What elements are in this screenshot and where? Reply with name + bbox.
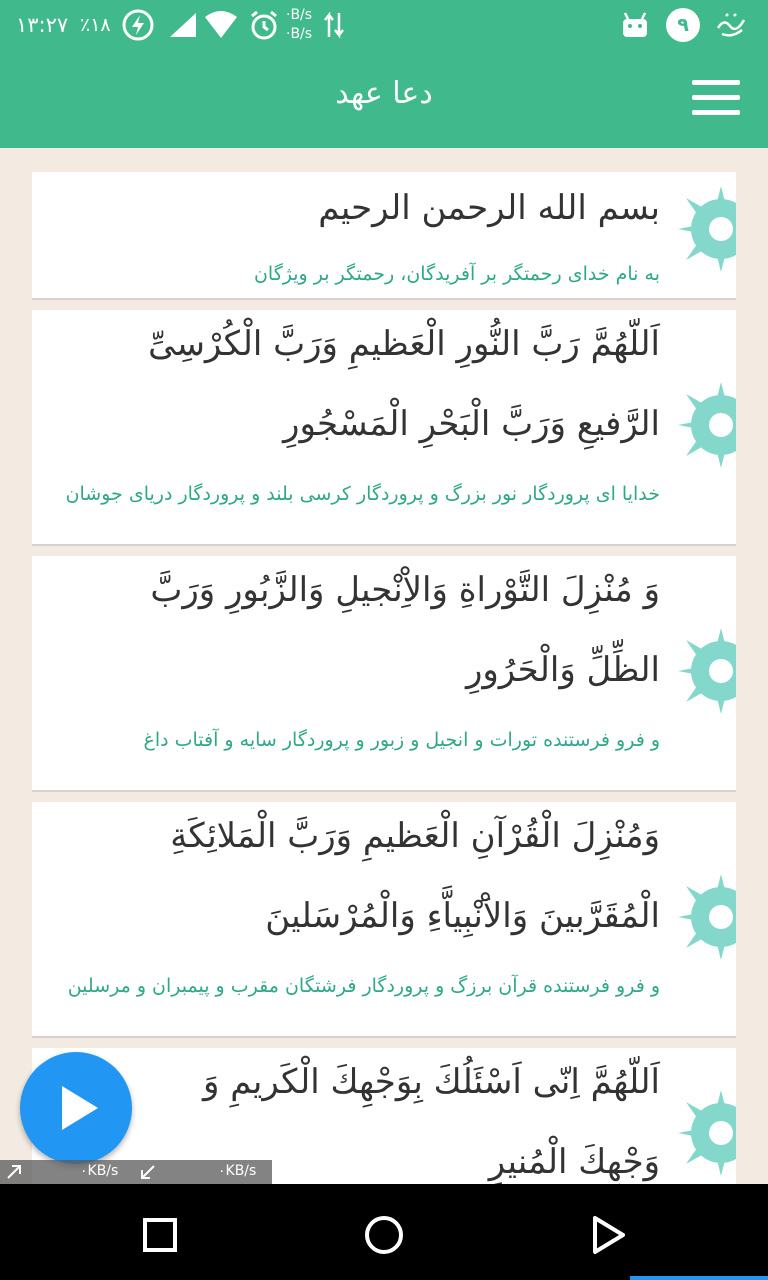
network-speed <box>286 6 312 44</box>
notification-count: ۹ <box>666 8 700 42</box>
arabic-line: وَ مُنْزِلَ التَّوْراةِ وَالاِْنْجیلِ وَالزَّبُورِ وَرَبَّ <box>150 570 660 610</box>
notification-badge <box>666 0 700 50</box>
signal-icon <box>168 0 198 50</box>
translation-text: و فرو فرستنده تورات و انجیل و زبور و پروردگار سایه و آفتاب داغ <box>143 729 660 751</box>
android-icon <box>620 0 650 50</box>
net-speed-overlay <box>0 1160 272 1184</box>
app-bar <box>0 50 768 148</box>
wifi-icon <box>204 0 238 50</box>
ornament-icon <box>676 872 736 962</box>
verse-card[interactable] <box>32 802 736 1038</box>
recents-button[interactable] <box>135 1210 185 1260</box>
verse-card[interactable] <box>32 172 736 300</box>
arabic-line: الرَّفیعِ وَرَبَّ الْبَحْرِ الْمَسْجُورِ <box>283 404 660 444</box>
ornament-icon <box>676 1088 736 1178</box>
battery-percent: ٪۱۸ <box>80 14 111 36</box>
nav-indicator <box>630 1276 768 1280</box>
home-button[interactable] <box>359 1210 409 1260</box>
translation-text: خدایا ای پروردگار نور بزرگ و پروردگار کرسی بلند و پروردگار دریای جوشان <box>65 483 660 505</box>
arabic-line: الظِّلِّ وَالْحَرُورِ <box>465 650 660 690</box>
upload-speed: ۰KB/s <box>80 1163 119 1179</box>
speed-down: ·B/s <box>286 26 313 42</box>
ornament-icon <box>676 380 736 470</box>
prayer-list[interactable] <box>0 148 768 1184</box>
translation-text: به نام خدای رحمتگر بر آفریدگان، رحمتگر بر ویژگان <box>253 263 660 285</box>
back-button[interactable] <box>583 1210 633 1260</box>
translation-text: و فرو فرستنده قرآن برزگ و پروردگار فرشتگان مقرب و پیمبران و مرسلین <box>67 975 660 997</box>
triangle-icon <box>583 1210 633 1260</box>
page-title: دعا عهد <box>335 76 433 111</box>
play-icon <box>58 1084 102 1132</box>
battery-charging-icon <box>122 0 154 50</box>
play-button[interactable] <box>20 1052 132 1164</box>
arabic-line: وَمُنْزِلَ الْقُرْآنِ الْعَظیمِ وَرَبَّ الْمَلائِكَةِ <box>170 816 660 856</box>
data-transfer-icon <box>324 0 344 50</box>
clock: ۱۳:۲۷ <box>16 13 69 37</box>
speed-up: ·B/s <box>286 7 313 23</box>
app-notification-icon <box>714 0 748 50</box>
arabic-line: وَجْهِكَ الْمُنیرِ <box>488 1142 660 1182</box>
ornament-icon <box>676 184 736 274</box>
verse-card[interactable] <box>32 310 736 546</box>
alarm-icon <box>248 0 280 50</box>
navigation-bar <box>0 1184 768 1280</box>
download-arrow-icon <box>140 1164 156 1180</box>
menu-icon <box>692 80 740 85</box>
square-icon <box>135 1210 185 1260</box>
arabic-line: بسم الله الرحمن الرحیم <box>318 188 660 228</box>
status-bar <box>0 0 768 50</box>
verse-card[interactable] <box>32 556 736 792</box>
upload-arrow-icon <box>6 1164 22 1180</box>
ornament-icon <box>676 626 736 716</box>
arabic-line: اَللّهُمَّ اِنّی اَسْئَلُكَ بِوَجْهِكَ الْكَریمِ وَ <box>203 1062 660 1102</box>
menu-button[interactable] <box>692 80 740 116</box>
download-speed: ۰KB/s <box>218 1163 257 1179</box>
arabic-line: اَللّهُمَّ رَبَّ النُّورِ الْعَظیمِ وَرَبَّ الْكُرْسِیِّ <box>148 324 660 364</box>
circle-icon <box>359 1210 409 1260</box>
arabic-line: الْمُقَرَّبینَ وَالاَْنْبِیاَّءِ وَالْمُرْسَلینَ <box>265 896 660 936</box>
